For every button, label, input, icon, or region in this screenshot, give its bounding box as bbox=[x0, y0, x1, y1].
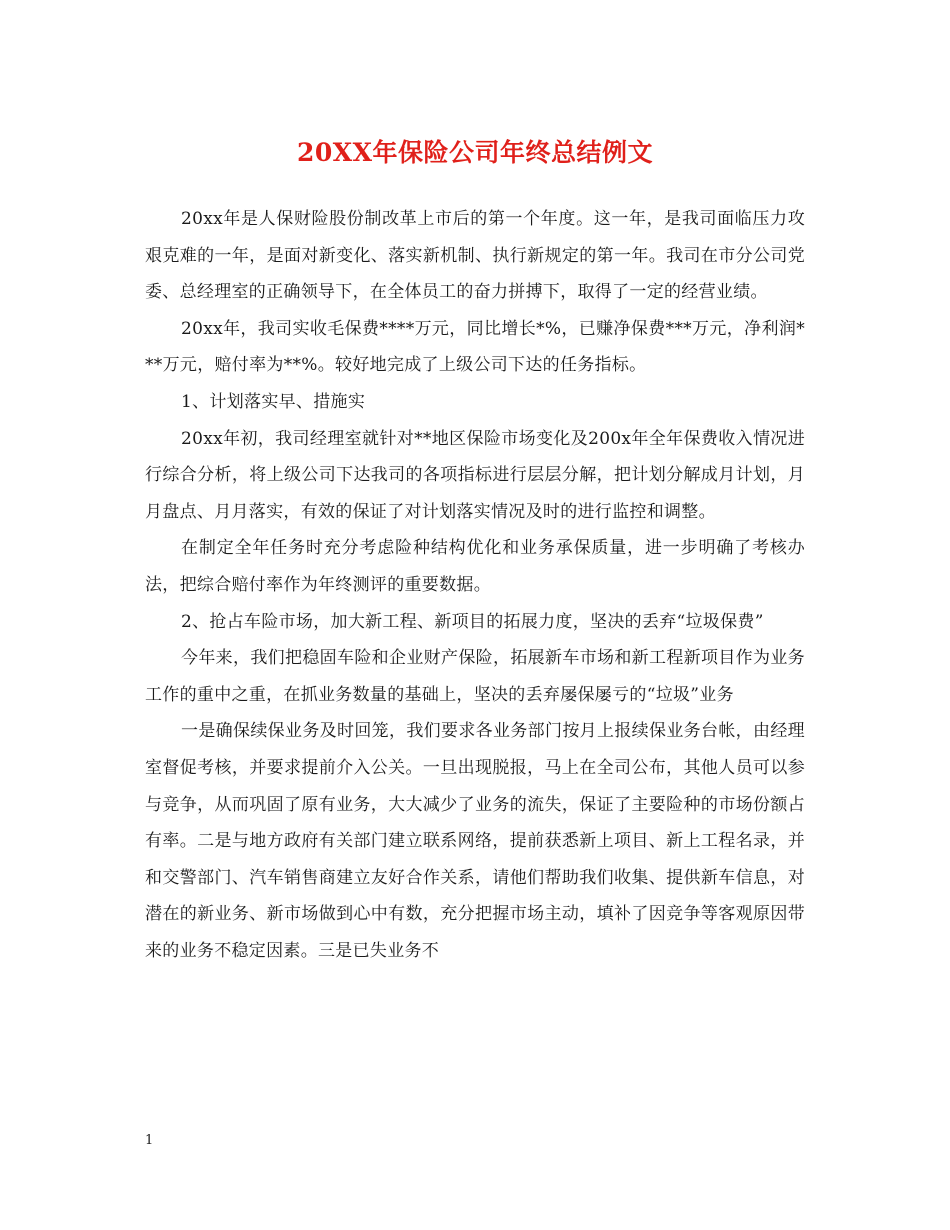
paragraph-measures: 一是确保续保业务及时回笼，我们要求各业务部门按月上报续保业务台帐，由经理室督促考核，并要求提前介入公关。一旦出现脱报，马上在全司公布，其他人员可以参与竞争，从而巩固了原有业务，大大减少了业务的流失，保证了主要险种的市场份额占有率。二是与地方政府有关部门建立联系网络，提前获悉新上项目、新上工程名录，并和交警部门、汽车销售商建立友好合作关系，请他们帮助我们收集、提供新车信息，对潜在的新业务、新市场做到心中有数，充分把握市场主动，填补了因竞争等客观原因带来的业务不稳定因素。三是已失业务不 bbox=[145, 721, 805, 961]
section-heading-1: 1、计划落实早、措施实 bbox=[181, 391, 366, 412]
paragraph-results: 20xx年，我司实收毛保费****万元，同比增长*%，已赚净保费***万元，净利润***万元，赔付率为**%。较好地完成了上级公司下达的任务指标。 bbox=[145, 318, 805, 376]
section-heading-2: 2、抢占车险市场，加大新工程、新项目的拓展力度，坚决的丢弃“垃圾保费” bbox=[181, 611, 764, 632]
paragraph-market: 今年来，我们把稳固车险和企业财产保险，拓展新车市场和新工程新项目作为业务工作的重中之重，在抓业务数量的基础上，坚决的丢弃屡保屡亏的“垃圾”业务 bbox=[145, 648, 805, 705]
document-title: 20XX年保险公司年终总结例文 bbox=[296, 138, 654, 167]
paragraph-planning: 20xx年初，我司经理室就针对**地区保险市场变化及200x年全年保费收入情况进行综合分析，将上级公司下达我司的各项指标进行层层分解，把计划分解成月计划，月月盘点、月月落实，有效的保证了对计划落实情况及时的进行监控和调整。 bbox=[145, 428, 805, 522]
paragraph-intro: 20xx年是人保财险股份制改革上市后的第一个年度。这一年，是我司面临压力攻艰克难的一年，是面对新变化、落实新机制、执行新规定的第一年。我司在市分公司党委、总经理室的正确领导下，在全体员工的奋力拼搏下，取得了一定的经营业绩。 bbox=[145, 209, 805, 303]
paragraph-assessment: 在制定全年任务时充分考虑险种结构优化和业务承保质量，进一步明确了考核办法，把综合赔付率作为年终测评的重要数据。 bbox=[145, 538, 805, 595]
page-number: 1 bbox=[145, 1133, 154, 1148]
document-body bbox=[145, 201, 805, 969]
